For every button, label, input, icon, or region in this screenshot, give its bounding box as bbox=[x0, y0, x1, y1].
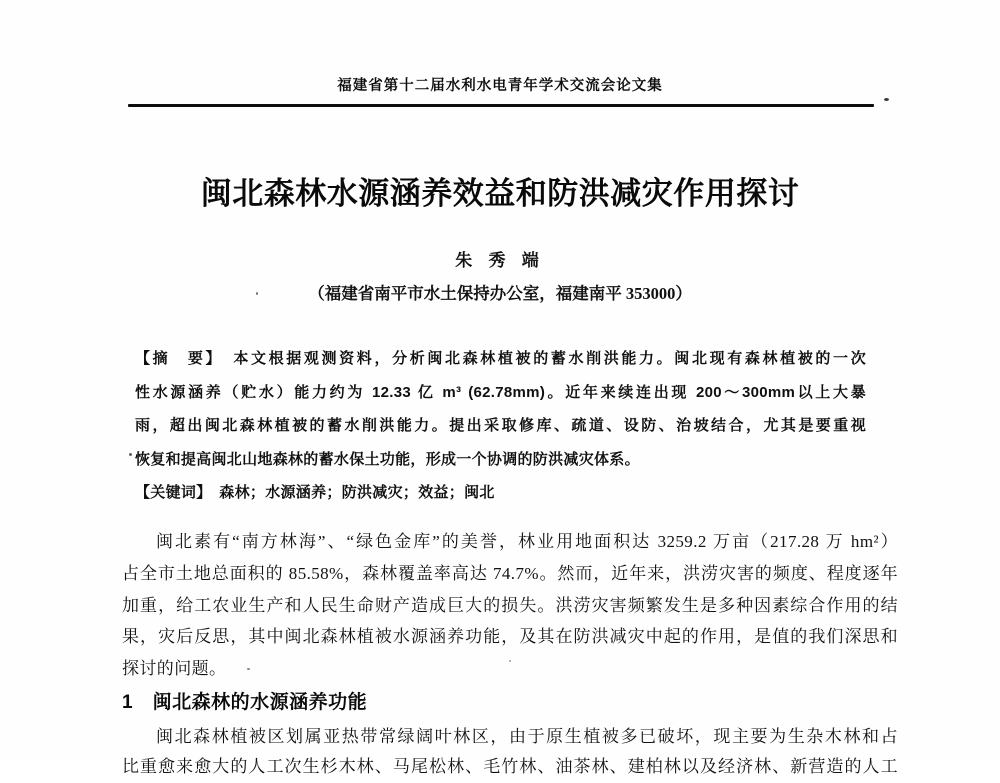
scan-speck bbox=[247, 668, 250, 670]
paper-title: 闽北森林水源涵养效益和防洪减灾作用探讨 bbox=[200, 176, 800, 211]
body-line: 闽北森林植被区划属亚热带常绿阔叶林区，由于原生植被多已破坏，现主要为生杂木林和占 bbox=[156, 727, 898, 746]
scan-speck bbox=[509, 660, 511, 662]
body-paragraph-1 bbox=[122, 527, 898, 686]
section-1-heading: 1 闽北森林的水源涵养功能 bbox=[122, 692, 368, 713]
body-line: 探讨的问题。 bbox=[122, 659, 227, 679]
abstract-line: 性水源涵养（贮水）能力约为 12.33 亿 m³ (62.78mm)。近年来续连出现 200～300mm以上大暴 bbox=[135, 383, 866, 401]
scan-speck bbox=[256, 292, 258, 295]
conference-proceedings-header: 福建省第十二届水利水电青年学术交流会论文集 bbox=[337, 78, 663, 94]
abstract-block bbox=[135, 347, 866, 515]
scan-speck bbox=[884, 98, 889, 101]
abstract-line: 雨，超出闽北森林植被的蓄水削洪能力。提出采取修库、疏道、设防、治坡结合，尤其是要重视 bbox=[135, 417, 866, 435]
body-line: 果，灾后反思，其中闽北森林植被水源涵养功能，及其在防洪减灾中起的作用，是值的我们深思和 bbox=[122, 627, 898, 647]
header-rule bbox=[128, 104, 874, 107]
abstract-line: 恢复和提高闽北山地森林的蓄水保土功能，形成一个协调的防洪减灾体系。 bbox=[135, 450, 640, 468]
body-line: 加重，给工农业生产和人民生命财产造成巨大的损失。洪涝灾害频繁发生是多种因素综合作用的结 bbox=[122, 595, 898, 615]
keywords-line: 【关键词】 森林；水源涵养；防洪减灾；效益；闽北 bbox=[135, 484, 495, 502]
author-affiliation: （福建省南平市水土保持办公室，福建南平 353000） bbox=[308, 284, 692, 303]
abstract-line: 【摘 要】 本文根据观测资料，分析闽北森林植被的蓄水削洪能力。闽北现有森林植被的一次 bbox=[135, 350, 866, 367]
author-name: 朱 秀 端 bbox=[455, 251, 545, 270]
body-paragraph-2 bbox=[122, 722, 898, 783]
body-line: 闽北素有“南方林海”、“绿色金库”的美誉，林业用地面积达 3259.2 万亩（217.28 万 hm²） bbox=[156, 532, 898, 551]
body-line-clipped: 比重愈来愈大的人工次生杉木林、马尾松林、毛竹林、油茶林、建柏林以及经济林、新营造的人工 bbox=[122, 757, 898, 777]
body-line: 占全市土地总面积的 85.58%，森林覆盖率高达 74.7%。然而，近年来，洪涝灾害的频度、程度逐年 bbox=[122, 563, 898, 583]
scan-speck bbox=[129, 453, 132, 456]
